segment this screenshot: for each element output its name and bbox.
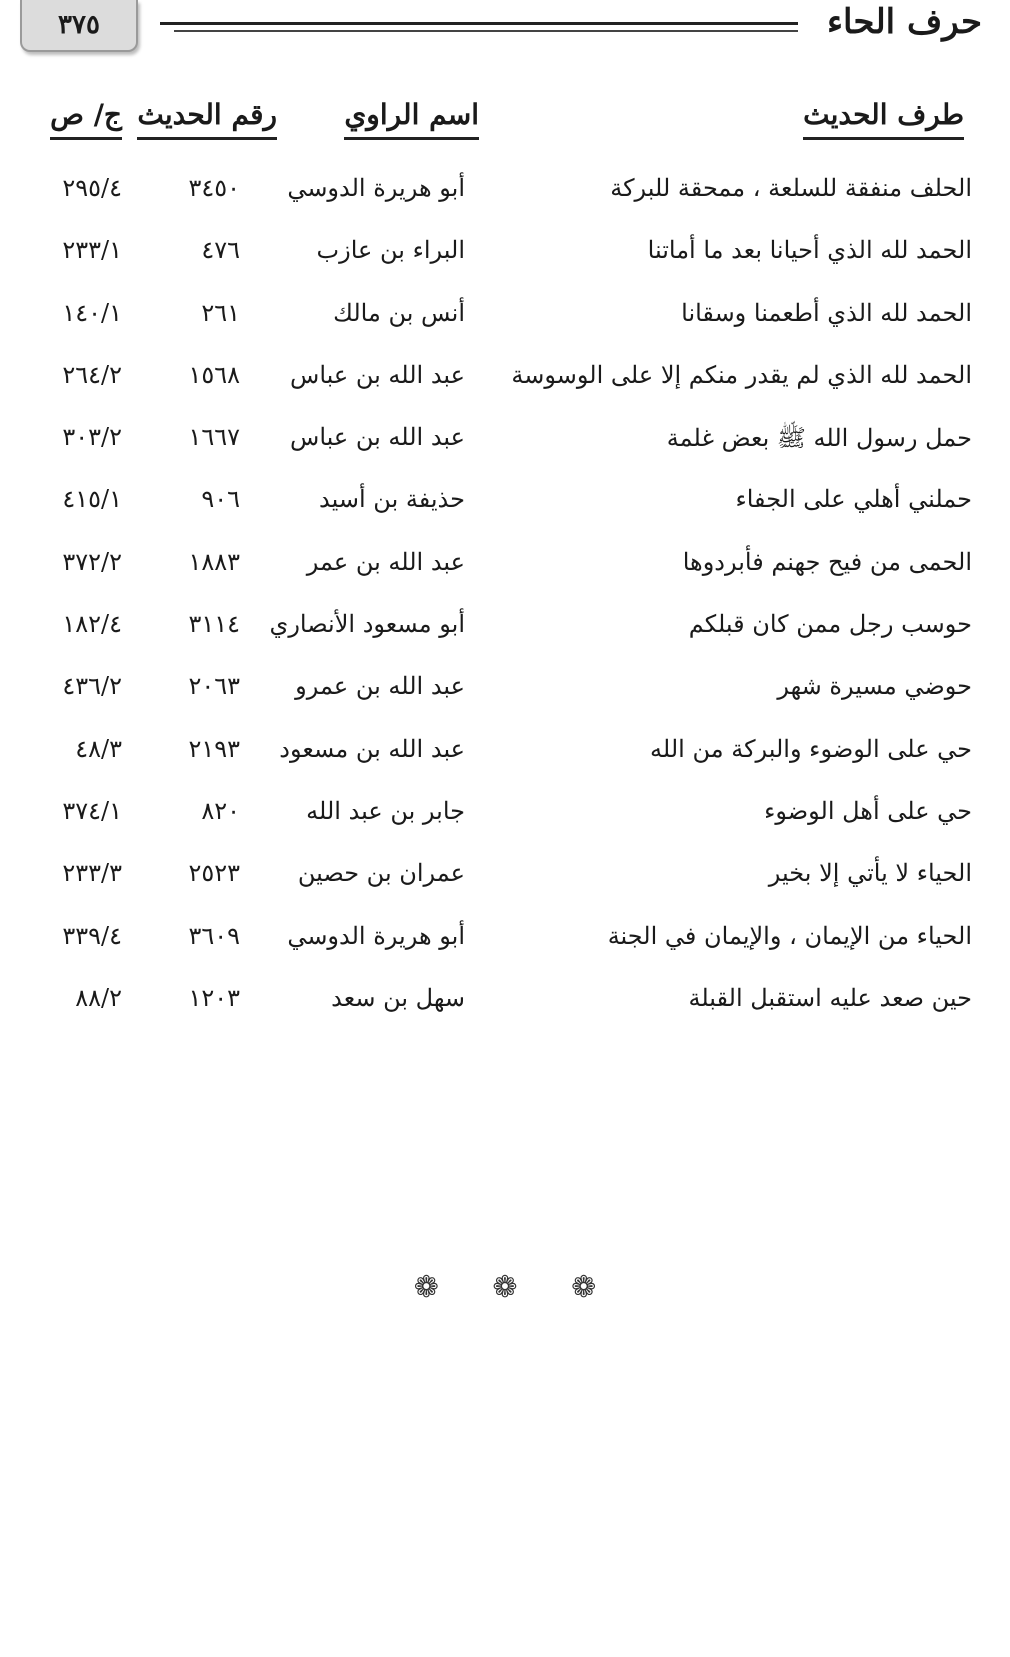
flower-ornament-icon: ❁: [571, 1270, 597, 1305]
table-row: [0, 604, 1010, 666]
narrator-cell: البراء بن عازب: [316, 236, 465, 265]
table-row: [0, 355, 1010, 417]
hadith-number-cell: ١٦٦٧: [188, 423, 240, 452]
hadith-number-cell: ٩٠٦: [201, 485, 240, 514]
volume-page-cell: ٣٠٣/٢: [62, 423, 122, 452]
table-row: [0, 729, 1010, 791]
narrator-cell: عبد الله بن عباس: [290, 360, 465, 389]
hadith-number-cell: ١٨٨٣: [188, 547, 240, 576]
hadith-start-cell: حي على أهل الوضوء: [764, 796, 972, 825]
table-row: [0, 293, 1010, 355]
table-row: [0, 168, 1010, 230]
volume-page-cell: ٢٣٣/٣: [62, 859, 122, 888]
volume-page-cell: ٢٦٤/٢: [62, 360, 122, 389]
table-row: [0, 230, 1010, 292]
page-number-badge: [20, 0, 138, 52]
narrator-cell: أبو مسعود الأنصاري: [269, 610, 465, 639]
hadith-start-cell: الحمى من فيح جهنم فأبردوها: [682, 547, 972, 576]
volume-page-cell: ٤١٥/١: [62, 485, 122, 514]
table-row: [0, 791, 1010, 853]
hadith-number-cell: ٣٦٠٩: [188, 921, 240, 950]
volume-page-cell: ٢٩٥/٤: [62, 174, 122, 202]
narrator-cell: سهل بن سعد: [331, 983, 465, 1012]
volume-page-cell: ٣٣٩/٤: [62, 921, 122, 950]
flower-ornament-icon: ❁: [492, 1270, 518, 1305]
table-row: [0, 978, 1010, 1040]
hadith-start-cell: حوسب رجل ممن كان قبلكم: [688, 610, 972, 639]
narrator-cell: عبد الله بن عباس: [290, 423, 465, 452]
hadith-number-cell: ٢١٩٣: [188, 734, 240, 763]
hadith-start-cell: حوضي مسيرة شهر: [777, 672, 972, 701]
narrator-cell: جابر بن عبد الله: [306, 796, 465, 825]
hadith-number-cell: ٣٤٥٠: [188, 174, 240, 202]
volume-page-cell: ٤٨/٣: [75, 734, 122, 763]
hadith-number-cell: ٢٦١: [201, 298, 240, 327]
index-table: [0, 168, 1010, 1040]
hadith-number-cell: ٣١١٤: [188, 610, 240, 639]
flower-ornament-icon: ❁: [413, 1270, 439, 1305]
hadith-number-cell: ١٥٦٨: [188, 360, 240, 389]
hadith-start-cell: الحلف منفقة للسلعة ، ممحقة للبركة: [610, 174, 972, 202]
table-row: [0, 479, 1010, 541]
narrator-cell: عبد الله بن عمرو: [295, 672, 465, 701]
hadith-start-cell: حملني أهلي على الجفاء: [735, 485, 972, 514]
volume-page-cell: ٢٣٣/١: [62, 236, 122, 265]
volume-page-cell: ٨٨/٢: [75, 983, 122, 1012]
table-row: [0, 916, 1010, 978]
table-row: [0, 666, 1010, 728]
hadith-start-cell: الحمد لله الذي لم يقدر منكم إلا على الوسوسة: [511, 360, 972, 389]
column-header-volume-page: ج/ ص: [50, 98, 122, 140]
column-header-hadith-number: رقم الحديث: [137, 98, 277, 140]
narrator-cell: أبو هريرة الدوسي: [287, 174, 465, 202]
hadith-number-cell: ٢٠٦٣: [188, 672, 240, 701]
hadith-start-cell: الحياء من الإيمان ، والإيمان في الجنة: [607, 921, 972, 950]
volume-page-cell: ٣٧٤/١: [62, 796, 122, 825]
hadith-start-cell: الحمد لله الذي أطعمنا وسقانا: [681, 298, 972, 327]
volume-page-cell: ١٨٢/٤: [62, 610, 122, 639]
narrator-cell: عبد الله بن مسعود: [279, 734, 465, 763]
section-end-ornaments: [0, 1270, 1010, 1305]
page-number: ٣٧٥: [58, 10, 100, 40]
volume-page-cell: ١٤٠/١: [62, 298, 122, 327]
volume-page-cell: ٣٧٢/٢: [62, 547, 122, 576]
hadith-start-cell: الحياء لا يأتي إلا بخير: [768, 859, 972, 888]
header-rule-thin: [174, 30, 798, 32]
table-row: [0, 542, 1010, 604]
column-header-hadith-start: طرف الحديث: [803, 98, 964, 140]
hadith-start-cell: حمل رسول الله ﷺ بعض غلمة: [666, 424, 972, 453]
chapter-title: حرف الحاء: [827, 2, 982, 42]
narrator-cell: أنس بن مالك: [333, 298, 465, 327]
narrator-cell: أبو هريرة الدوسي: [287, 921, 465, 950]
hadith-number-cell: ٢٥٢٣: [188, 859, 240, 888]
header-rule-thick: [160, 22, 798, 25]
hadith-start-cell: الحمد لله الذي أحيانا بعد ما أماتنا: [647, 236, 972, 265]
narrator-cell: عبد الله بن عمر: [306, 547, 465, 576]
column-header-narrator: اسم الراوي: [344, 98, 479, 140]
narrator-cell: عمران بن حصين: [297, 859, 465, 888]
hadith-number-cell: ٤٧٦: [201, 236, 240, 265]
volume-page-cell: ٤٣٦/٢: [62, 672, 122, 701]
hadith-number-cell: ١٢٠٣: [188, 983, 240, 1012]
narrator-cell: حذيفة بن أسيد: [319, 485, 465, 514]
table-row: [0, 417, 1010, 479]
hadith-number-cell: ٨٢٠: [201, 796, 240, 825]
hadith-start-cell: حين صعد عليه استقبل القبلة: [688, 983, 972, 1012]
hadith-start-cell: حي على الوضوء والبركة من الله: [650, 734, 972, 763]
table-row: [0, 853, 1010, 915]
